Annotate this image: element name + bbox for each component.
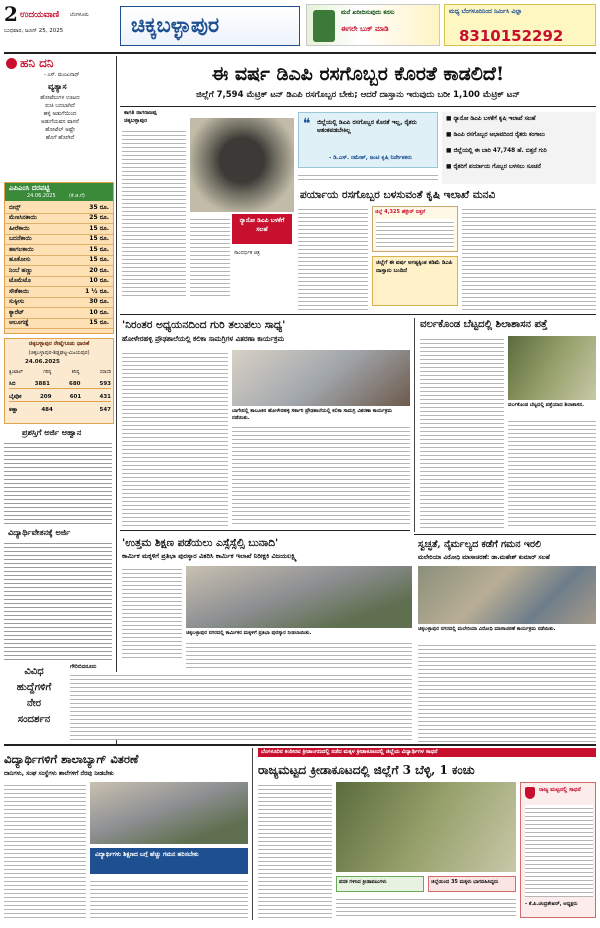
lead-badge (232, 214, 292, 244)
ad-phone-number: 8310152292 (459, 27, 564, 45)
masthead-divider (4, 52, 596, 54)
varlakonda-photo (508, 336, 596, 400)
bags-quote-box (90, 848, 248, 874)
sports-side-body (525, 805, 593, 897)
apmc-title: ಎಪಿಎಂಸಿ ದರಪಟ್ಟಿ (9, 184, 50, 192)
lead-quote-box (298, 112, 438, 168)
bullet-item: ■ ರೈತರಿಗೆ ಪರ್ಯಾಯ ಗೊಬ್ಬರ ಬಳಸಲು ಸೂಚನೆ (446, 164, 541, 170)
price-row: ಕ್ಯಾರೆಟ್ 10 ರೂ. (5, 308, 113, 319)
price-row: ಹೀರೆಕಾಯಿ 15 ರೂ. (5, 224, 113, 235)
ad-phone-graphic (313, 10, 335, 42)
ad2-text: ಮಧ್ಯ ಬೆಂಗಳೂರಿನಿಂದ ನಿರ್ಮಿಸಿ ವಿಲ್ಲಾ (449, 8, 522, 15)
mid-rule-2 (414, 534, 596, 535)
silk-table-header: ಕ್ವಿಂಟಾಲ್ ಗರಿಷ್ಠ ಕನಿಷ್ಠ ಸರಾಸರಿ (9, 370, 111, 375)
bags-quote-text: ವಿದ್ಯಾರ್ಥಿಗಳು ಶಿಕ್ಷಣದ ಬಗ್ಗೆ ಹೆಚ್ಚು ಗಮನ ಹರಿಸಬೇಕು (95, 851, 199, 858)
apmc-price-box (4, 182, 114, 334)
paper-name: ಉದಯವಾಣಿ (20, 10, 60, 20)
left-column-divider (116, 56, 117, 744)
price-row: ಬೀನ್ಸ್ 35 ರೂ. (5, 203, 113, 214)
honey-poem (20, 94, 100, 142)
honey-title: ವ್ಯತ್ಯಾಸ (48, 82, 67, 91)
alt-body-col1 (298, 206, 368, 310)
poem-line: ಹೋಟೆಲ್ ಅಷ್ಟೇ (45, 127, 75, 133)
education-headline: 'ನಿರಂತರ ಅಧ್ಯಯನದಿಂದ ಗುರಿ ತಲುಪಲು ಸಾಧ್ಯ' (122, 319, 286, 331)
price-row: ಹೂಕೋಸು 15 ರೂ. (5, 256, 113, 267)
price-row: ಮೆಣಸಿನಕಾಯಿ 25 ರೂ. (5, 214, 113, 225)
sports-top-strip: ಬೆಂಗಳೂರಿನ ಕಂಠೀರವ ಕ್ರೀಡಾಂಗಣದಲ್ಲಿ ನಡೆದ ಮಕ್ಕಳ ಕ್ರೀಡಾಕೂಟದಲ್ಲಿ ಜಿಲ್ಲೆಯ ವಿದ್ಯಾರ್ಥಿಗಳ ಸಾಧನೆ (258, 748, 596, 757)
bullet-item: ■ ನ್ಯಾನೋ ಡಿಎಪಿ ಬಳಕೆಗೆ ಕೃಷಿ ಇಲಾಖೆ ಸಲಹೆ (446, 116, 536, 122)
lead-subhead: ಜಿಲ್ಲೆಗೆ 7,594 ಮೆಟ್ರಿಕ್ ಟನ್ ಡಿಎಪಿ ರಸಗೊಬ್ಬರ ಬೇಕು; ಆದರೆ ದಾಸ್ತಾನು ಇರುವುದು ಬರೀ 1,100 ಮೆಟ್ರಿಕ್ ಟನ್ (196, 90, 520, 100)
varlakonda-caption: ವರ್ಲಕೊಂಡ ಬೆಟ್ಟದಲ್ಲಿ ಪತ್ತೆಯಾದ ಶಿಲಾಶಾಸನ. (508, 402, 584, 408)
ad1-sub: ಈಗಲೇ ಬುಕ್ ಮಾಡಿ (341, 25, 389, 33)
poem-line: ರುಚಿ ಬದಲಾಗಿದೆ (45, 103, 75, 109)
varlakonda-headline: ವರ್ಲಕೊಂಡ ಬೆಟ್ಟದಲ್ಲಿ ಶಿಲಾಶಾಸನ ಪತ್ತೆ (420, 319, 548, 330)
alt-photo-label: ಜಿಲ್ಲೆ 4,325 ಹೆಕ್ಟೇರ್ ಬಿತ್ತನೆ (375, 209, 426, 215)
sports-body-col2 (336, 896, 516, 918)
education-caption: ಬಾಗೇಪಲ್ಲಿ ತಾಲೂಕಿನ ಹೋಳೇರಹಳ್ಳಿ ಸರ್ಕಾರಿ ಪ್ರೌಢಶಾಲೆಯಲ್ಲಿ ಕಲಿಕಾ ಸಾಮಗ್ರಿ ವಿತರಣಾ ಕಾರ್ಯಕ್ರಮ ನಡೆಯಿತು. (232, 408, 392, 421)
cleanliness-caption: ಚಿಕ್ಕಬಳ್ಳಾಪುರ ನಗರದಲ್ಲಿ ಮಲೇರಿಯಾ ವಿರೋಧಿ ಮಾಸಾಚರಣೆ ಕಾರ್ಯಕ್ರಮ ನಡೆಯಿತು. (418, 626, 556, 632)
sports-headline: ರಾಜ್ಯಮಟ್ಟದ ಕ್ರೀಡಾಕೂಟದಲ್ಲಿ ಜಿಲ್ಲೆಗೆ 3 ಬೆಳ್ಳಿ, 1 ಕಂಚು (258, 763, 475, 777)
lead-photo (190, 118, 294, 212)
poem-line: ಅಡುಗೆಯವನ ವಾಸನೆ (41, 119, 79, 125)
ad-real-estate (306, 4, 440, 46)
ad-villa (444, 4, 596, 46)
notice-body-scholarship (4, 540, 112, 660)
alt-photo (372, 206, 458, 252)
various-place: ಗೌರಿಬಿದನೂರು (70, 664, 97, 670)
apmc-header (5, 183, 113, 201)
education-subhead: ಹೋಳೇರಹಳ್ಳಿ ಪ್ರೌಢಶಾಲೆಯಲ್ಲಿ ಕಲಿಕಾ ಸಾಮಗ್ರಿಗಳ ವಿತರಣಾ ಕಾರ್ಯಕ್ರಮ (122, 335, 285, 343)
lead-rule (120, 106, 596, 107)
quality-photo (186, 566, 412, 628)
bullet-item: ■ ಡಿಎಪಿ ರಸಗೊಬ್ಬರ ಅಭಾವದಿಂದ ರೈತರು ಕಂಗಾಲು (446, 132, 545, 138)
education-body-col2 (232, 424, 410, 526)
education-body-col1 (122, 350, 228, 526)
silk-row: ಸಿಬಿ 3881 680 593 (9, 381, 111, 387)
lead-body-col1 (122, 128, 186, 298)
price-row: ಸೌತೆಕಾಯಿ 1 ½ ರೂ. (5, 287, 113, 298)
silk-title: ಚಿಕ್ಕಬಳ್ಳಾಪುರ ರೇಷ್ಮೆಗೂಡು ಧಾರಣೆ (28, 341, 90, 347)
price-row: ಸುಕ್ಕೀಸು 30 ರೂ. (5, 298, 113, 309)
poem-line: ಹೋಟೆಲುಗಳ ಊಟದ (40, 95, 80, 101)
sports-box2 (428, 876, 516, 892)
price-row: ಆಲೂಗಡ್ಡೆ 15 ರೂ. (5, 319, 113, 330)
quality-body-col2 (186, 640, 412, 668)
lead-byline: ಕಾಗತಿ ನಾಗರಾಜಪ್ಪ (124, 110, 157, 116)
silk-date: 24.06.2025 (25, 359, 60, 365)
notice-title-scholarship: ವಿದ್ಯಾರ್ಥಿವೇತನಕ್ಕೆ ಅರ್ಜಿ (8, 528, 71, 537)
apmc-unit: (ಕೆ.ಜಿ.ಗೆ) (69, 193, 85, 199)
sports-photo (336, 782, 516, 872)
price-row: ನಿಂಬೆ ಹಣ್ಣು 20 ರೂ. (5, 266, 113, 277)
cleanliness-body (418, 642, 596, 742)
varlakonda-divider (414, 318, 415, 532)
quality-subhead: ಕಾರ್ಮಿಕ ಮಕ್ಕಳಿಗೆ ಪ್ರತಿಭಾ ಪುರಸ್ಕಾರ ವಿತರಿಸಿ ಕಾರ್ಮಿಕ ಇಲಾಖೆ ನಿರೀಕ್ಷಕಿ ವಿಜಯಲಕ್ಷ್ಮಿ (122, 552, 297, 560)
sports-body-col1 (258, 782, 332, 918)
alt-callout (372, 256, 458, 306)
notice-title-award: ಪ್ರಶಸ್ತಿಗೆ ಅರ್ಜಿ ಆಹ್ವಾನ (22, 428, 82, 437)
honey-author: - ಎಸ್. ಮಂಜುನಾಥ್ (44, 72, 80, 78)
honey-brand: ಹನಿ ದನಿ (20, 56, 54, 70)
alt-callout-text: ಜಿಲ್ಲೆಗೆ ಈ ವರ್ಷ ಅಗತ್ಯಕ್ಕಿಂತ ಕಡಿಮೆ ಡಿಎಪಿ ದಾಸ್ತಾನು ಬಂದಿದೆ (376, 260, 453, 274)
lead-bottom-rule (120, 314, 596, 315)
bags-headline: ವಿದ್ಯಾರ್ಥಿಗಳಿಗೆ ಶಾಲಾಬ್ಯಾಗ್ ವಿತರಣೆ (4, 752, 139, 766)
ad1-text: ಮನೆ ಖರೀದಿಸುವುದು ಕನಸು (341, 9, 395, 16)
alt-body-col3 (462, 206, 596, 310)
bags-body-col1 (4, 782, 86, 918)
page-number: 2 (4, 2, 18, 26)
masthead (4, 4, 596, 48)
quality-headline: 'ಉತ್ತಮ ಶಿಕ್ಷಣ ಪಡೆಯಲು ಎಸ್ಸೆಸ್ಸೆಲ್ಸಿ ಬುನಾದಿ' (122, 537, 279, 549)
quality-body-col1 (122, 566, 182, 658)
sports-box1-text: ಪದಕ ಗಳಿಸಿದ ಕ್ರೀಡಾಪಟುಗಳು (339, 879, 387, 885)
lead-body-col2 (190, 216, 230, 298)
sports-divider (252, 748, 253, 920)
lead-photo-caption: ಸಾಂದರ್ಭಿಕ ಚಿತ್ರ (234, 250, 260, 256)
bullet-item: ■ ಜಿಲ್ಲೆಯಲ್ಲಿ ಈ ಬಾರಿ 47,748 ಹೆ. ಬಿತ್ತನೆ ಗುರಿ (446, 148, 547, 154)
cleanliness-photo (418, 566, 596, 624)
mid-rule-1 (120, 530, 410, 531)
lead-headline: ಈ ವರ್ಷ ಡಿಎಪಿ ರಸಗೊಬ್ಬರ ಕೊರತೆ ಕಾಡಲಿದೆ! (211, 63, 505, 85)
sports-side-box (520, 782, 596, 918)
edition-label: ಬೆಂಗಳೂರು (70, 12, 89, 18)
notice-body-award (4, 440, 112, 524)
quote-icon: ❝ (303, 116, 311, 132)
lead-quote-attr: - ಡಿ.ಎಸ್. ರಮೇಶ್, ಜಂಟಿ ಕೃಷಿ ನಿರ್ದೇಶಕರು (329, 155, 412, 161)
various-jobs-box (4, 664, 64, 740)
poem-line: ಹೊಗೆ ಹೋಗಿದೆ (45, 135, 75, 141)
poem-line: ಹಳ್ಳಿ ಅಡುಗೆಯಿಂದ (43, 111, 77, 117)
silk-row: ಕಣ್ಣಾ 484 547 (9, 407, 111, 413)
price-row: ಬದನೆಕಾಯಿ 15 ರೂ. (5, 235, 113, 246)
issue-date: ಬುಧವಾರ, ಜೂನ್ 25, 2025 (4, 28, 64, 34)
trophy-icon (525, 787, 535, 799)
district-title-box (120, 6, 300, 46)
sports-box1 (336, 876, 424, 892)
lead-body-col4 (298, 172, 438, 182)
silk-price-box (4, 338, 114, 424)
cleanliness-subhead: ಮಲೇರಿಯಾ ವಿರೋಧಿ ಮಾಸಾಚರಣೆ: ಡಾ.ಮಹೇಶ್ ಕುಮಾರ್ ಸಲಹೆ (418, 554, 550, 561)
heart-icon (6, 58, 17, 69)
quality-caption: ಚಿಕ್ಕಬಳ್ಳಾಪುರ ನಗರದಲ್ಲಿ ಕಾರ್ಮಿಕರ ಮಕ್ಕಳಿಗೆ ಪ್ರತಿಭಾ ಪುರಸ್ಕಾರ ನೀಡಲಾಯಿತು. (186, 630, 312, 636)
sports-side-attr: - ಕೆ.ಪಿ.ಚಂದ್ರಶೇಖರ್, ಅಧ್ಯಕ್ಷರು (525, 901, 578, 907)
price-row: ಟೊಮೆಟೊ 10 ರೂ. (5, 277, 113, 288)
silk-subtitle: (ಚಿಕ್ಕಬಳ್ಳಾಪುರ-ಶಿಡ್ಲಘಟ್ಟ-ವಿಜಯಪುರ) (28, 350, 90, 356)
district-title: ಚಿಕ್ಕಬಳ್ಳಾಪುರ (131, 13, 220, 37)
alt-fertilizer-headline: ಪರ್ಯಾಯ ರಸಗೊಬ್ಬರ ಬಳಸುವಂತೆ ಕೃಷಿ ಇಲಾಖೆ ಮನವಿ (300, 189, 496, 201)
price-row: ಹಾಗಲಕಾಯಿ 15 ರೂ. (5, 245, 113, 256)
apmc-price-list (5, 203, 113, 329)
bottom-section-rule (4, 744, 596, 746)
bags-body-col2 (90, 878, 248, 918)
varlakonda-body-col1 (420, 336, 504, 528)
bags-photo (90, 782, 248, 844)
sports-side-title: ರಾಜ್ಯ ಮಟ್ಟದಲ್ಲಿ ಸಾಧನೆ (539, 787, 581, 793)
bags-subhead: ದಾನಿಗಳು, ಸಂಘ ಸಂಸ್ಥೆಗಳು ಶಾಲೆಗಳಿಗೆ ನೆರವು ನೀಡಬೇಕು (4, 770, 114, 777)
honey-dani-box (4, 56, 114, 180)
various-body (70, 672, 412, 740)
lead-badge-text: ನ್ಯಾನೋ ಡಿಎಪಿ ಬಳಕೆಗೆ ಸಲಹೆ (239, 217, 285, 233)
lead-bullets-box (442, 112, 596, 184)
lead-quote-text: ಜಿಲ್ಲೆಯಲ್ಲಿ ಡಿಎಪಿ ರಸಗೊಬ್ಬರ ಕೊರತೆ ಇಲ್ಲ, ರೈತರು ಆತಂಕಪಡಬೇಕಿಲ್ಲ (317, 119, 417, 134)
cleanliness-headline: ಸ್ವಚ್ಛತೆ, ನೈರ್ಮಲ್ಯದ ಕಡೆಗೆ ಗಮನ ಇರಲಿ (418, 539, 542, 550)
varlakonda-body-col2 (508, 418, 596, 528)
education-photo (232, 350, 410, 406)
various-label: ವಿವಿಧ ಹುದ್ದೆಗಳಿಗೆ ನೇರ ಸಂದರ್ಶನ (16, 666, 52, 725)
silk-row: ಬೈವೋ 209 601 431 (9, 394, 111, 400)
lead-place: ಚಿಕ್ಕಬಳ್ಳಾಪುರ (124, 118, 148, 124)
sports-box2-text: ಜಿಲ್ಲೆಯಿಂದ 35 ಮಕ್ಕಳು ಭಾಗವಹಿಸಿದ್ದರು (431, 879, 499, 885)
apmc-date: 24.06.2025 (27, 193, 56, 199)
